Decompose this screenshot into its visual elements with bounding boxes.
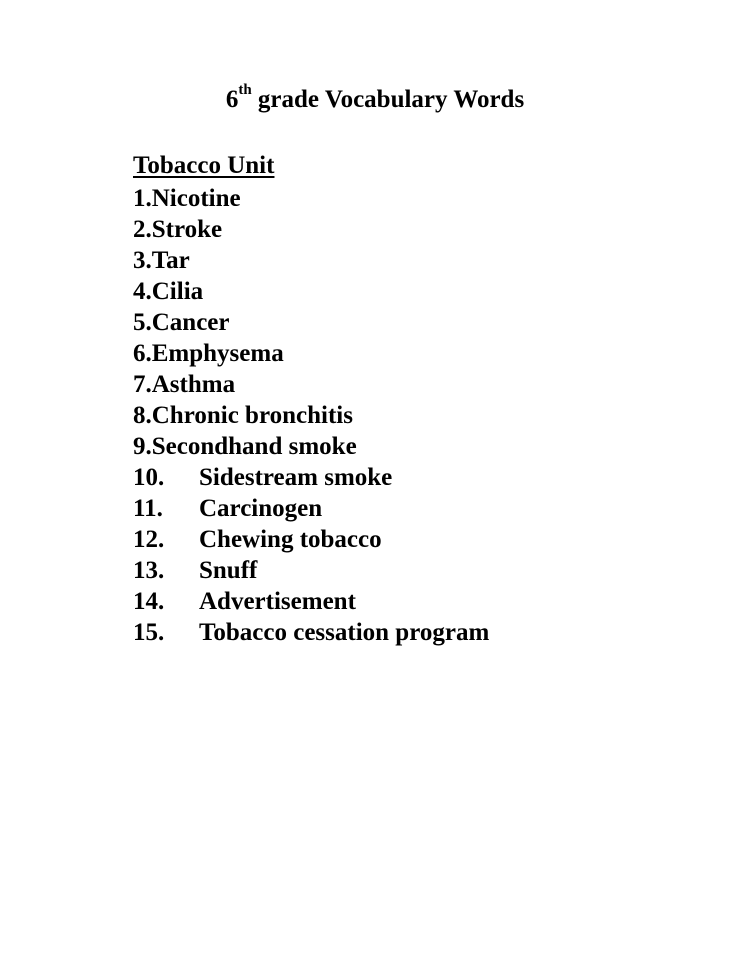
unit-heading: Tobacco Unit xyxy=(133,152,275,179)
item-number: 11. xyxy=(133,495,163,522)
vocabulary-item xyxy=(133,431,489,462)
item-number: 14. xyxy=(133,588,165,615)
vocabulary-item xyxy=(133,555,489,586)
item-number: 7. xyxy=(133,371,152,398)
item-number: 6. xyxy=(133,340,152,367)
title-number: 6 xyxy=(225,86,239,113)
vocabulary-item xyxy=(133,617,489,648)
item-word: Emphysema xyxy=(151,340,284,367)
vocabulary-item xyxy=(133,462,489,493)
vocabulary-item xyxy=(133,276,489,307)
vocabulary-item xyxy=(133,183,489,214)
item-word: Stroke xyxy=(151,216,223,243)
vocabulary-item xyxy=(133,245,489,276)
vocabulary-item xyxy=(133,524,489,555)
item-number: 2. xyxy=(133,216,152,243)
item-number: 9. xyxy=(133,433,152,460)
item-number: 5. xyxy=(133,309,152,336)
item-word: Advertisement xyxy=(199,588,356,615)
vocabulary-item xyxy=(133,400,489,431)
item-word: Tar xyxy=(151,247,190,274)
item-word: Secondhand smoke xyxy=(151,433,357,460)
vocabulary-item xyxy=(133,338,489,369)
vocabulary-item xyxy=(133,493,489,524)
page-title xyxy=(0,82,750,114)
title-text: grade Vocabulary Words xyxy=(251,86,525,113)
vocabulary-list xyxy=(133,183,489,648)
item-number: 10. xyxy=(133,464,165,491)
item-number: 12. xyxy=(133,526,165,553)
item-word: Chewing tobacco xyxy=(199,526,382,553)
item-number: 1. xyxy=(133,185,152,212)
item-number: 13. xyxy=(133,557,165,584)
item-word: Cilia xyxy=(151,278,204,305)
item-word: Carcinogen xyxy=(199,495,323,522)
item-number: 3. xyxy=(133,247,152,274)
item-word: Nicotine xyxy=(151,185,241,212)
item-number: 8. xyxy=(133,402,152,429)
item-word: Asthma xyxy=(151,371,236,398)
title-superscript: th xyxy=(238,82,252,98)
item-number: 15. xyxy=(133,619,165,646)
vocabulary-item xyxy=(133,214,489,245)
item-number: 4. xyxy=(133,278,152,305)
item-word: Chronic bronchitis xyxy=(151,402,353,429)
item-word: Tobacco cessation program xyxy=(199,619,490,646)
vocabulary-item xyxy=(133,307,489,338)
vocabulary-item xyxy=(133,369,489,400)
item-word: Snuff xyxy=(199,557,258,584)
vocabulary-item xyxy=(133,586,489,617)
item-word: Sidestream smoke xyxy=(199,464,393,491)
item-word: Cancer xyxy=(151,309,230,336)
